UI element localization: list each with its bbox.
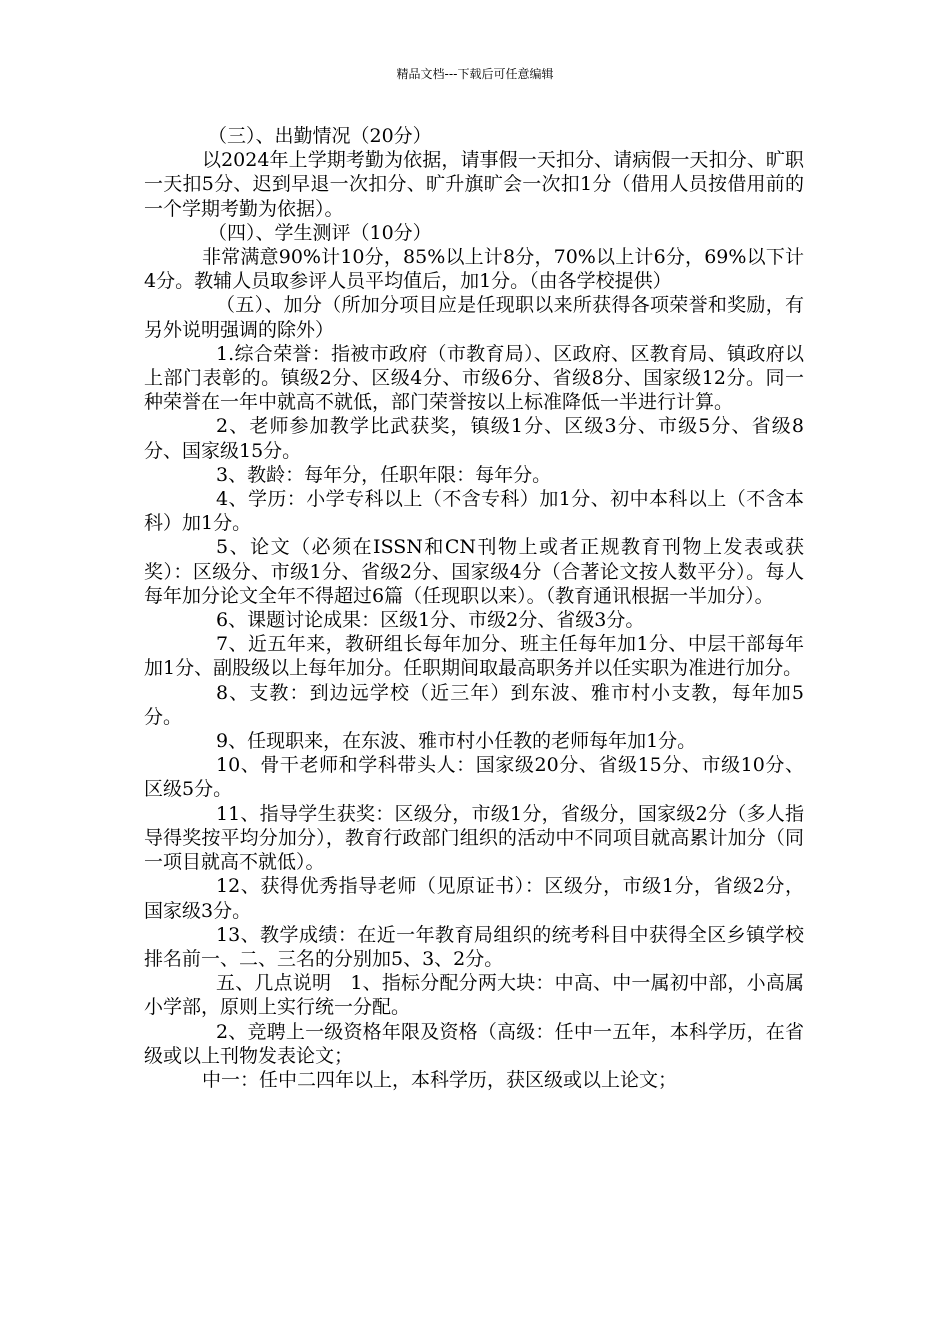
paragraph: 5、论文（必须在ISSN和CN刊物上或者正规教育刊物上发表或获奖）：区级分、市级1分、省级2分、国家级4分（合著论文按人数平分）。每人每年加分论文全年不得超过6篇（任现职以来）。（教育通讯根据一半加分）。 (144, 536, 804, 607)
document-body (144, 124, 804, 1092)
paragraph: 2、老师参加教学比武获奖，镇级1分、区级3分、市级5分、省级8分、国家级15分。 (144, 415, 804, 462)
paragraph: 12、获得优秀指导老师（见原证书）：区级分，市级1分，省级2分，国家级3分。 (144, 875, 804, 922)
paragraph: 1.综合荣誉：指被市政府（市教育局）、区政府、区教育局、镇政府以上部门表彰的。镇级2分、区级4分、市级6分、省级8分、国家级12分。同一种荣誉在一年中就高不就低，部门荣誉按以上标准降低一半进行计算。 (144, 342, 804, 414)
paragraph: 10、骨干老师和学科带头人：国家级20分、省级15分、市级10分、区级5分。 (144, 754, 804, 801)
paragraph: 五、几点说明 1、指标分配分两大块：中高、中一属初中部，小高属小学部，原则上实行统一分配。 (144, 972, 804, 1019)
paragraph: 以2024年上学期考勤为依据，请事假一天扣分、请病假一天扣分、旷职一天扣5分、迟到早退一次扣分、旷升旗旷会一次扣1分（借用人员按借用前的一个学期考勤为依据）。 (144, 149, 804, 220)
paragraph: 非常满意90%计10分，85%以上计8分，70%以上计6分，69%以下计4分。教辅人员取参评人员平均值后，加1分。（由各学校提供） (144, 246, 804, 293)
paragraph: （三）、出勤情况（20分） (208, 125, 432, 147)
paragraph: 3、教龄：每年分，任职年限：每年分。 (216, 463, 552, 486)
paragraph: 13、教学成绩：在近一年教育局组织的统考科目中获得全区乡镇学校排名前一、二、三名的分别加5、3、2分。 (144, 923, 804, 970)
paragraph: 9、任现职来，在东波、雅市村小任教的老师每年加1分。 (216, 730, 697, 753)
paragraph: 2、竞聘上一级资格年限及资格（高级：任中一五年，本科学历，在省级或以上刊物发表论文； (144, 1020, 804, 1067)
paragraph: 8、支教：到边远学校（近三年）到东波、雅市村小支教，每年加5分。 (144, 681, 804, 728)
paragraph: 4、学历：小学专科以上（不含专科）加1分、初中本科以上（不含本科）加1分。 (144, 488, 804, 535)
paragraph: 11、指导学生获奖：区级分，市级1分，省级分，国家级2分（多人指导得奖按平均分加分），教育行政部门组织的活动中不同项目就高累计加分（同一项目就高不就低）。 (144, 802, 804, 874)
page-header: 精品文档---下载后可任意编辑 (396, 67, 554, 81)
paragraph: （五）、加分（所加分项目应是任现职以来所获得各项荣誉和奖励，有另外说明强调的除外） (144, 294, 804, 341)
paragraph: 6、课题讨论成果：区级1分、市级2分、省级3分。 (216, 609, 645, 632)
paragraph: 7、近五年来，教研组长每年加分、班主任每年加1分、中层干部每年加1分、副股级以上每年加分。任职期间取最高职务并以任实职为准进行加分。 (144, 633, 804, 680)
paragraph: 中一：任中二四年以上，本科学历，获区级或以上论文； (202, 1068, 678, 1091)
paragraph: （四）、学生测评（10分） (208, 221, 432, 244)
